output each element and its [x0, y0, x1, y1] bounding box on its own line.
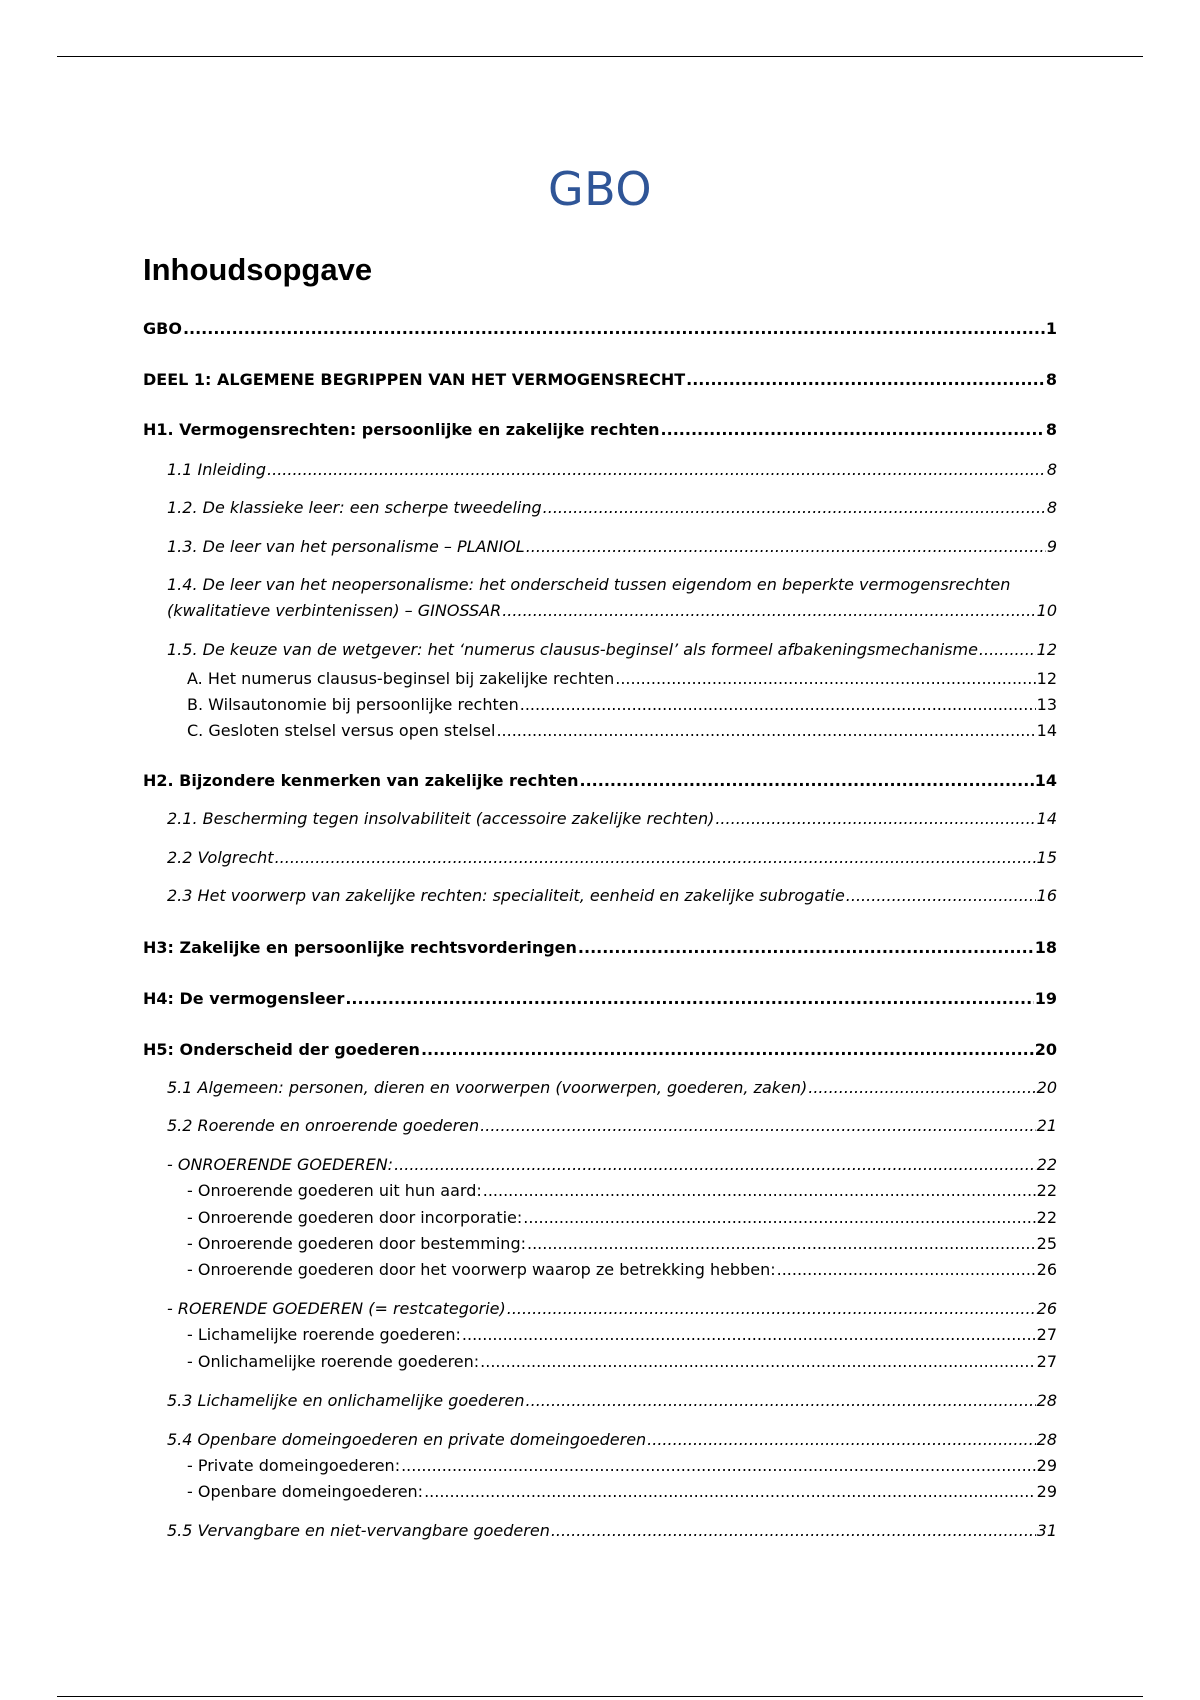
toc-entry-text: - Onroerende goederen door bestemming:: [187, 1234, 526, 1253]
dot-leader: [777, 1257, 1036, 1283]
toc-entry[interactable]: [143, 1296, 1057, 1322]
toc-entry-text: - Onlichamelijke roerende goederen:: [187, 1352, 480, 1371]
toc-page-number: 22: [1036, 1181, 1057, 1200]
toc-entry-text: 5.5 Vervangbare en niet-vervangbare goederen: [167, 1521, 550, 1540]
dot-leader: [526, 534, 1046, 560]
dot-leader: [480, 1349, 1035, 1375]
toc-page-number: 15: [1036, 848, 1057, 867]
toc-page-number: 8: [1046, 498, 1057, 517]
dot-leader: [846, 883, 1036, 909]
toc-entry-text: B. Wilsautonomie bij persoonlijke rechten: [187, 695, 519, 714]
dot-leader: [483, 1178, 1036, 1204]
dot-leader: [661, 417, 1045, 443]
toc-entry[interactable]: [143, 637, 1057, 663]
toc-entry[interactable]: [143, 883, 1057, 909]
toc-entry[interactable]: [143, 1257, 1057, 1283]
dot-leader: [979, 637, 1036, 663]
toc-page-number: 22: [1036, 1208, 1057, 1227]
document-title: GBO: [547, 162, 653, 216]
toc-page-number: 18: [1034, 938, 1057, 957]
toc-entry[interactable]: [143, 1453, 1057, 1479]
toc-page-number: 10: [1036, 601, 1057, 620]
toc-entry-text: - Openbare domeingoederen:: [187, 1482, 424, 1501]
toc-entry-text: H1. Vermogensrechten: persoonlijke en zakelijke rechten: [143, 420, 660, 439]
toc-entry-text: 5.1 Algemeen: personen, dieren en voorwerpen (voorwerpen, goederen, zaken): [167, 1078, 808, 1097]
toc-entry[interactable]: [143, 1037, 1057, 1063]
toc-entry-text: H2. Bijzondere kenmerken van zakelijke rechten: [143, 771, 579, 790]
toc-entry[interactable]: [143, 1113, 1057, 1139]
toc-entry-text: - ONROERENDE GOEDEREN:: [167, 1155, 394, 1174]
dot-leader: [526, 1388, 1036, 1414]
toc-page-number: 13: [1036, 695, 1057, 714]
toc-entry-text: H5: Onderscheid der goederen: [143, 1040, 420, 1059]
toc-page-number: 20: [1034, 1040, 1057, 1059]
toc-entry-text: 1.5. De keuze van de wetgever: het ‘numerus clausus-beginsel’ als formeel afbakeningsmechanisme: [167, 640, 978, 659]
toc-page-number: 14: [1036, 809, 1057, 828]
toc-entry-text: 1.4. De leer van het neopersonalisme: het onderscheid tussen eigendom en beperkte vermogensrechten: [167, 575, 1011, 594]
toc-entry-text: C. Gesloten stelsel versus open stelsel: [187, 721, 496, 740]
toc-page-number: 27: [1036, 1325, 1057, 1344]
dot-leader: [615, 666, 1035, 692]
toc-page-number: 8: [1046, 460, 1057, 479]
toc-entry[interactable]: [143, 1205, 1057, 1231]
toc-entry[interactable]: [143, 572, 1057, 624]
toc-entry[interactable]: [143, 1178, 1057, 1204]
dot-leader: [686, 367, 1045, 393]
dot-leader: [394, 1152, 1036, 1178]
dot-leader: [507, 1296, 1036, 1322]
toc-entry[interactable]: [143, 316, 1057, 342]
toc-page-number: 9: [1046, 537, 1057, 556]
toc-entry[interactable]: [143, 718, 1057, 744]
toc-page-number: 31: [1036, 1521, 1057, 1540]
toc-page-number: 12: [1036, 640, 1057, 659]
toc-page-number: 29: [1036, 1482, 1057, 1501]
toc-entry-text: 5.2 Roerende en onroerende goederen: [167, 1116, 480, 1135]
toc-entry-text: 5.3 Lichamelijke en onlichamelijke goederen: [167, 1391, 525, 1410]
toc-entry[interactable]: [143, 1075, 1057, 1101]
toc-entry-text: A. Het numerus clausus-beginsel bij zakelijke rechten: [187, 669, 615, 688]
dot-leader: [401, 1453, 1036, 1479]
toc-entry-text: - Onroerende goederen door het voorwerp waarop ze betrekking hebben:: [187, 1260, 776, 1279]
toc-page-number: 26: [1036, 1299, 1057, 1318]
dot-leader: [267, 457, 1046, 483]
dot-leader: [580, 768, 1034, 794]
toc-entry[interactable]: [143, 1479, 1057, 1505]
toc-entry-text: H3: Zakelijke en persoonlijke rechtsvorderingen: [143, 938, 577, 957]
toc-page-number: 26: [1036, 1260, 1057, 1279]
toc-page-number: 1: [1045, 319, 1057, 338]
dot-leader: [424, 1479, 1036, 1505]
dot-leader: [421, 1037, 1034, 1063]
dot-leader: [527, 1231, 1036, 1257]
toc-entry-text: - Private domeingoederen:: [187, 1456, 401, 1475]
toc-entry[interactable]: [143, 1349, 1057, 1375]
toc-page-number: 19: [1034, 989, 1057, 1008]
toc-entry[interactable]: [143, 692, 1057, 718]
toc-heading: Inhoudsopgave: [143, 252, 373, 287]
dot-leader: [808, 1075, 1035, 1101]
toc-page-number: 27: [1036, 1352, 1057, 1371]
toc-page-number: 22: [1036, 1155, 1057, 1174]
toc-page-number: 12: [1036, 669, 1057, 688]
dot-leader: [578, 935, 1034, 961]
dot-leader: [275, 845, 1036, 871]
toc-entry-text: 1.3. De leer van het personalisme – PLANIOL: [167, 537, 525, 556]
dot-leader: [462, 1322, 1036, 1348]
dot-leader: [523, 1205, 1035, 1231]
toc-entry[interactable]: [143, 666, 1057, 692]
toc-entry-text: GBO: [143, 319, 182, 338]
toc-entry-text: - ROERENDE GOEDEREN (= restcategorie): [167, 1299, 506, 1318]
toc-entry-text: 5.4 Openbare domeingoederen en private domeingoederen: [167, 1430, 647, 1449]
toc-entry[interactable]: [143, 457, 1057, 483]
toc-page-number: 14: [1036, 721, 1057, 740]
dot-leader: [543, 495, 1046, 521]
toc-entry[interactable]: [143, 495, 1057, 521]
toc-entry[interactable]: [143, 367, 1057, 393]
toc-entry-text: 2.1. Bescherming tegen insolvabiliteit (accessoire zakelijke rechten): [167, 809, 715, 828]
toc-entry-text: DEEL 1: ALGEMENE BEGRIPPEN VAN HET VERMOGENSRECHT: [143, 370, 686, 389]
toc-entry[interactable]: [143, 1518, 1057, 1544]
toc-entry-text: 2.3 Het voorwerp van zakelijke rechten: specialiteit, eenheid en zakelijke subrogatie: [167, 886, 845, 905]
footer-rule: [57, 1696, 1143, 1697]
toc-entry-text: 1.1 Inleiding: [167, 460, 267, 479]
toc-entry-text-continued: (kwalitatieve verbintenissen) – GINOSSAR: [167, 601, 502, 620]
toc-entry-text: - Lichamelijke roerende goederen:: [187, 1325, 461, 1344]
dot-leader: [502, 598, 1035, 624]
dot-leader: [496, 718, 1035, 744]
toc-page-number: 20: [1036, 1078, 1057, 1097]
toc-entry[interactable]: [143, 806, 1057, 832]
dot-leader: [647, 1427, 1035, 1453]
toc-entry[interactable]: [143, 986, 1057, 1012]
toc-entry[interactable]: [143, 1231, 1057, 1257]
toc-entry[interactable]: [143, 1427, 1057, 1453]
toc-entry-text: 1.2. De klassieke leer: een scherpe tweedeling: [167, 498, 542, 517]
dot-leader: [715, 806, 1035, 832]
toc-page-number: 28: [1036, 1391, 1057, 1410]
toc-page-number: 25: [1036, 1234, 1057, 1253]
toc-page-number: 8: [1045, 420, 1057, 439]
toc-entry[interactable]: [143, 417, 1057, 443]
dot-leader: [345, 986, 1033, 1012]
toc-page-number: 8: [1045, 370, 1057, 389]
dot-leader: [551, 1518, 1036, 1544]
toc-entry[interactable]: [143, 768, 1057, 794]
toc-page-number: 28: [1036, 1430, 1057, 1449]
toc-page-number: 29: [1036, 1456, 1057, 1475]
toc-entry[interactable]: [143, 1388, 1057, 1414]
toc-entry[interactable]: [143, 1152, 1057, 1178]
dot-leader: [520, 692, 1036, 718]
toc-entry[interactable]: [143, 935, 1057, 961]
toc-page-number: 14: [1034, 771, 1057, 790]
toc-entry-text: - Onroerende goederen uit hun aard:: [187, 1181, 482, 1200]
toc-entry[interactable]: [143, 1322, 1057, 1348]
header-rule: [57, 56, 1143, 57]
toc-page-number: 21: [1036, 1116, 1057, 1135]
toc-entry-text: H4: De vermogensleer: [143, 989, 345, 1008]
toc-entry-text: - Onroerende goederen door incorporatie:: [187, 1208, 523, 1227]
dot-leader: [480, 1113, 1036, 1139]
toc-entry-text: 2.2 Volgrecht: [167, 848, 274, 867]
toc-page-number: 16: [1036, 886, 1057, 905]
dot-leader: [183, 316, 1045, 342]
toc-entry[interactable]: [143, 534, 1057, 560]
toc-entry[interactable]: [143, 845, 1057, 871]
